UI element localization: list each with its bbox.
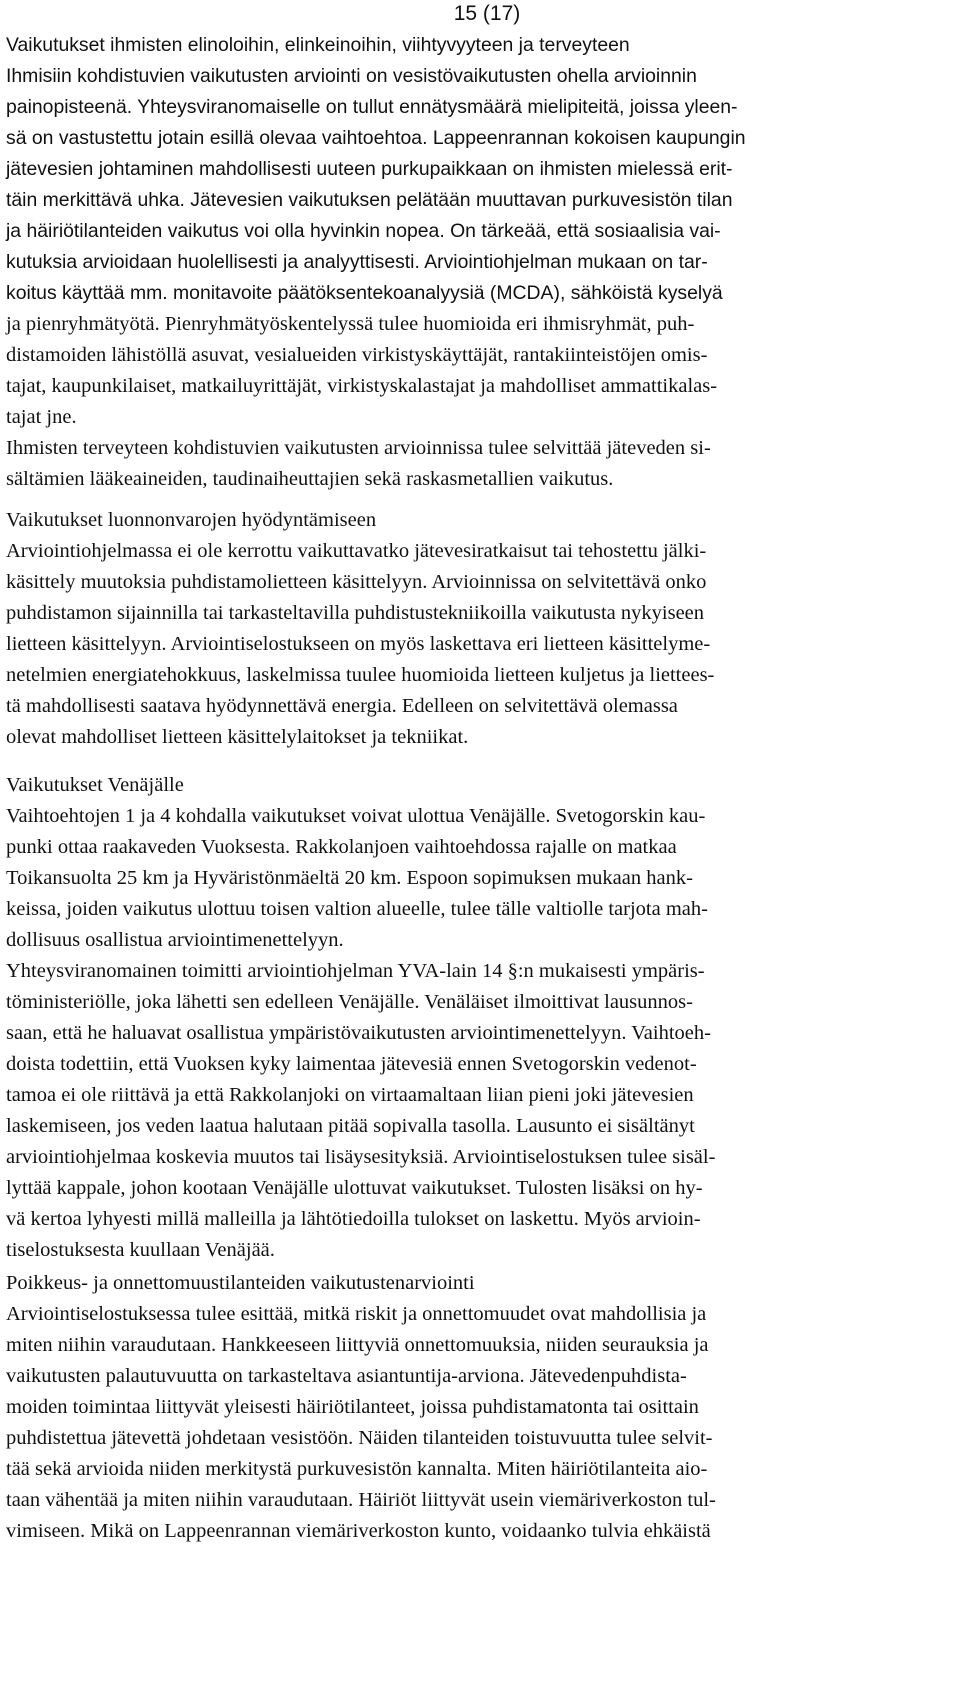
- text-line: sältämien lääkeaineiden, taudinaiheuttajien sekä raskasmetallien vaikutus.: [6, 468, 614, 490]
- text-line: töministeriölle, joka lähetti sen edelleen Venäjälle. Venäläiset ilmoittivat lausunnos-: [6, 991, 693, 1013]
- text-line: lietteen käsittelyyn. Arviointiselostukseen on myös laskettava eri lietteen käsittelyme-: [6, 633, 711, 655]
- text-line: ja häiriötilanteiden vaikutus voi olla hyvinkin nopea. On tärkeää, että sosiaalisia vai-: [6, 220, 721, 242]
- text-line: Arviointiohjelmassa ei ole kerrottu vaikuttavatko jätevesiratkaisut tai tehostettu jälki-: [6, 540, 707, 562]
- text-line: tamoa ei ole riittävä ja että Rakkolanjoki on virtaamaltaan liian pieni joki jätevesien: [6, 1084, 694, 1106]
- text-line: Ihmisten terveyteen kohdistuvien vaikutusten arvioinnissa tulee selvittää jäteveden si-: [6, 437, 711, 459]
- text-line: käsittely muutoksia puhdistamolietteen käsittelyyn. Arvioinnissa on selvitettävä onko: [6, 571, 707, 593]
- section-ihmiset: [6, 30, 946, 495]
- text-line: painopisteenä. Yhteysviranomaiselle on tullut ennätysmäärä mielipiteitä, joissa yleen-: [6, 96, 738, 118]
- text-line: Toikansuolta 25 km ja Hyväristönmäeltä 20 km. Espoon sopimuksen mukaan hank-: [6, 867, 693, 889]
- section-venaja: [6, 770, 946, 1266]
- section-luonnonvarat: [6, 505, 946, 753]
- section-heading: Vaikutukset ihmisten elinoloihin, elinkeinoihin, viihtyvyyteen ja terveyteen: [6, 34, 630, 56]
- text-line: olevat mahdolliset lietteen käsittelylaitokset ja tekniikat.: [6, 726, 469, 748]
- text-line: arviointiohjelmaa koskevia muutos tai lisäysesityksiä. Arviointiselostuksen tulee sisäl-: [6, 1146, 716, 1168]
- text-line: vä kertoa lyhyesti millä malleilla ja lähtötiedoilla tulokset on laskettu. Myös arvioin-: [6, 1208, 701, 1230]
- text-line: tajat jne.: [6, 406, 77, 428]
- text-line: vaikutusten palautuvuutta on tarkasteltava asiantuntija-arviona. Jätevedenpuhdista-: [6, 1365, 687, 1387]
- text-line: Arviointiselostuksessa tulee esittää, mitkä riskit ja onnettomuudet ovat mahdollisia ja: [6, 1303, 707, 1325]
- text-line: ja pienryhmätyötä. Pienryhmätyöskentelyssä tulee huomioida eri ihmisryhmät, puh-: [6, 313, 695, 335]
- text-line: täin merkittävä uhka. Jätevesien vaikutuksen pelätään muuttavan purkuvesistön tilan: [6, 189, 733, 211]
- text-line: sä on vastustettu jotain esillä olevaa vaihtoehtoa. Lappeenrannan kokoisen kaupungin: [6, 127, 746, 149]
- text-line: lyttää kappale, johon kootaan Venäjälle ulottuvat vaikutukset. Tulosten lisäksi on hy-: [6, 1177, 703, 1199]
- text-line: tä mahdollisesti saatava hyödynnettävä energia. Edelleen on selvitettävä olemassa: [6, 695, 678, 717]
- text-line: tiselostuksesta kuullaan Venäjää.: [6, 1239, 275, 1261]
- text-line: tää sekä arvioida niiden merkitystä purkuvesistön kannalta. Miten häiriötilanteita aio-: [6, 1458, 708, 1480]
- text-line: jätevesien johtaminen mahdollisesti uuteen purkupaikkaan on ihmisten mielessä erit-: [6, 158, 733, 180]
- text-line: saan, että he haluavat osallistua ympäristövaikutusten arviointimenettelyyn. Vaihtoeh-: [6, 1022, 711, 1044]
- text-line: puhdistettua jätevettä johdetaan vesistöön. Näiden tilanteiden toistuvuutta tulee selvit-: [6, 1427, 713, 1449]
- text-line: puhdistamon sijainnilla tai tarkasteltavilla puhdistustekniikoilla vaikutusta nykyiseen: [6, 602, 705, 624]
- page-number: 15 (17): [453, 2, 521, 25]
- section-heading: Poikkeus- ja onnettomuustilanteiden vaikutustenarviointi: [6, 1272, 475, 1294]
- text-line: punki ottaa raakaveden Vuoksesta. Rakkolanjoen vaihtoehdossa rajalle on matkaa: [6, 836, 677, 858]
- text-line: dollisuus osallistua arviointimenettelyyn.: [6, 929, 344, 951]
- text-line: taan vähentää ja miten niihin varaudutaan. Häiriöt liittyvät usein viemäriverkoston tul-: [6, 1489, 716, 1511]
- text-line: doista todettiin, että Vuoksen kyky laimentaa jätevesiä ennen Svetogorskin vedenot-: [6, 1053, 697, 1075]
- section-heading: Vaikutukset luonnonvarojen hyödyntämiseen: [6, 509, 377, 531]
- text-line: kutuksia arvioidaan huolellisesti ja analyyttisesti. Arviointiohjelman mukaan on tar-: [6, 251, 708, 273]
- text-line: distamoiden lähistöllä asuvat, vesialueiden virkistyskäyttäjät, rantakiinteistöjen omis-: [6, 344, 708, 366]
- section-poikkeus: [6, 1268, 946, 1547]
- text-line: keissa, joiden vaikutus ulottuu toisen valtion alueelle, tulee tälle valtiolle tarjota mah-: [6, 898, 708, 920]
- text-line: Vaihtoehtojen 1 ja 4 kohdalla vaikutukset voivat ulottua Venäjälle. Svetogorskin kau-: [6, 805, 706, 827]
- text-line: Ihmisiin kohdistuvien vaikutusten arviointi on vesistövaikutusten ohella arvioinnin: [6, 65, 697, 87]
- section-heading: Vaikutukset Venäjälle: [6, 774, 184, 796]
- text-line: Yhteysviranomainen toimitti arviointiohjelman YVA-lain 14 §:n mukaisesti ympäris-: [6, 960, 705, 982]
- text-line: miten niihin varaudutaan. Hankkeeseen liittyviä onnettomuuksia, niiden seurauksia ja: [6, 1334, 709, 1356]
- text-line: vimiseen. Mikä on Lappeenrannan viemäriverkoston kunto, voidaanko tulvia ehkäistä: [6, 1520, 711, 1542]
- text-line: laskemiseen, jos veden laatua halutaan pitää sopivalla tasolla. Lausunto ei sisältänyt: [6, 1115, 695, 1137]
- text-line: koitus käyttää mm. monitavoite päätöksentekoanalyysiä (MCDA), sähköistä kyselyä: [6, 282, 723, 304]
- text-line: netelmien energiatehokkuus, laskelmissa tuulee huomioida lietteen kuljetus ja liettees-: [6, 664, 715, 686]
- text-line: moiden toimintaa liittyvät yleisesti häiriötilanteet, joissa puhdistamatonta tai osittain: [6, 1396, 699, 1418]
- text-line: tajat, kaupunkilaiset, matkailuyrittäjät, virkistyskalastajat ja mahdolliset ammattikalas-: [6, 375, 718, 397]
